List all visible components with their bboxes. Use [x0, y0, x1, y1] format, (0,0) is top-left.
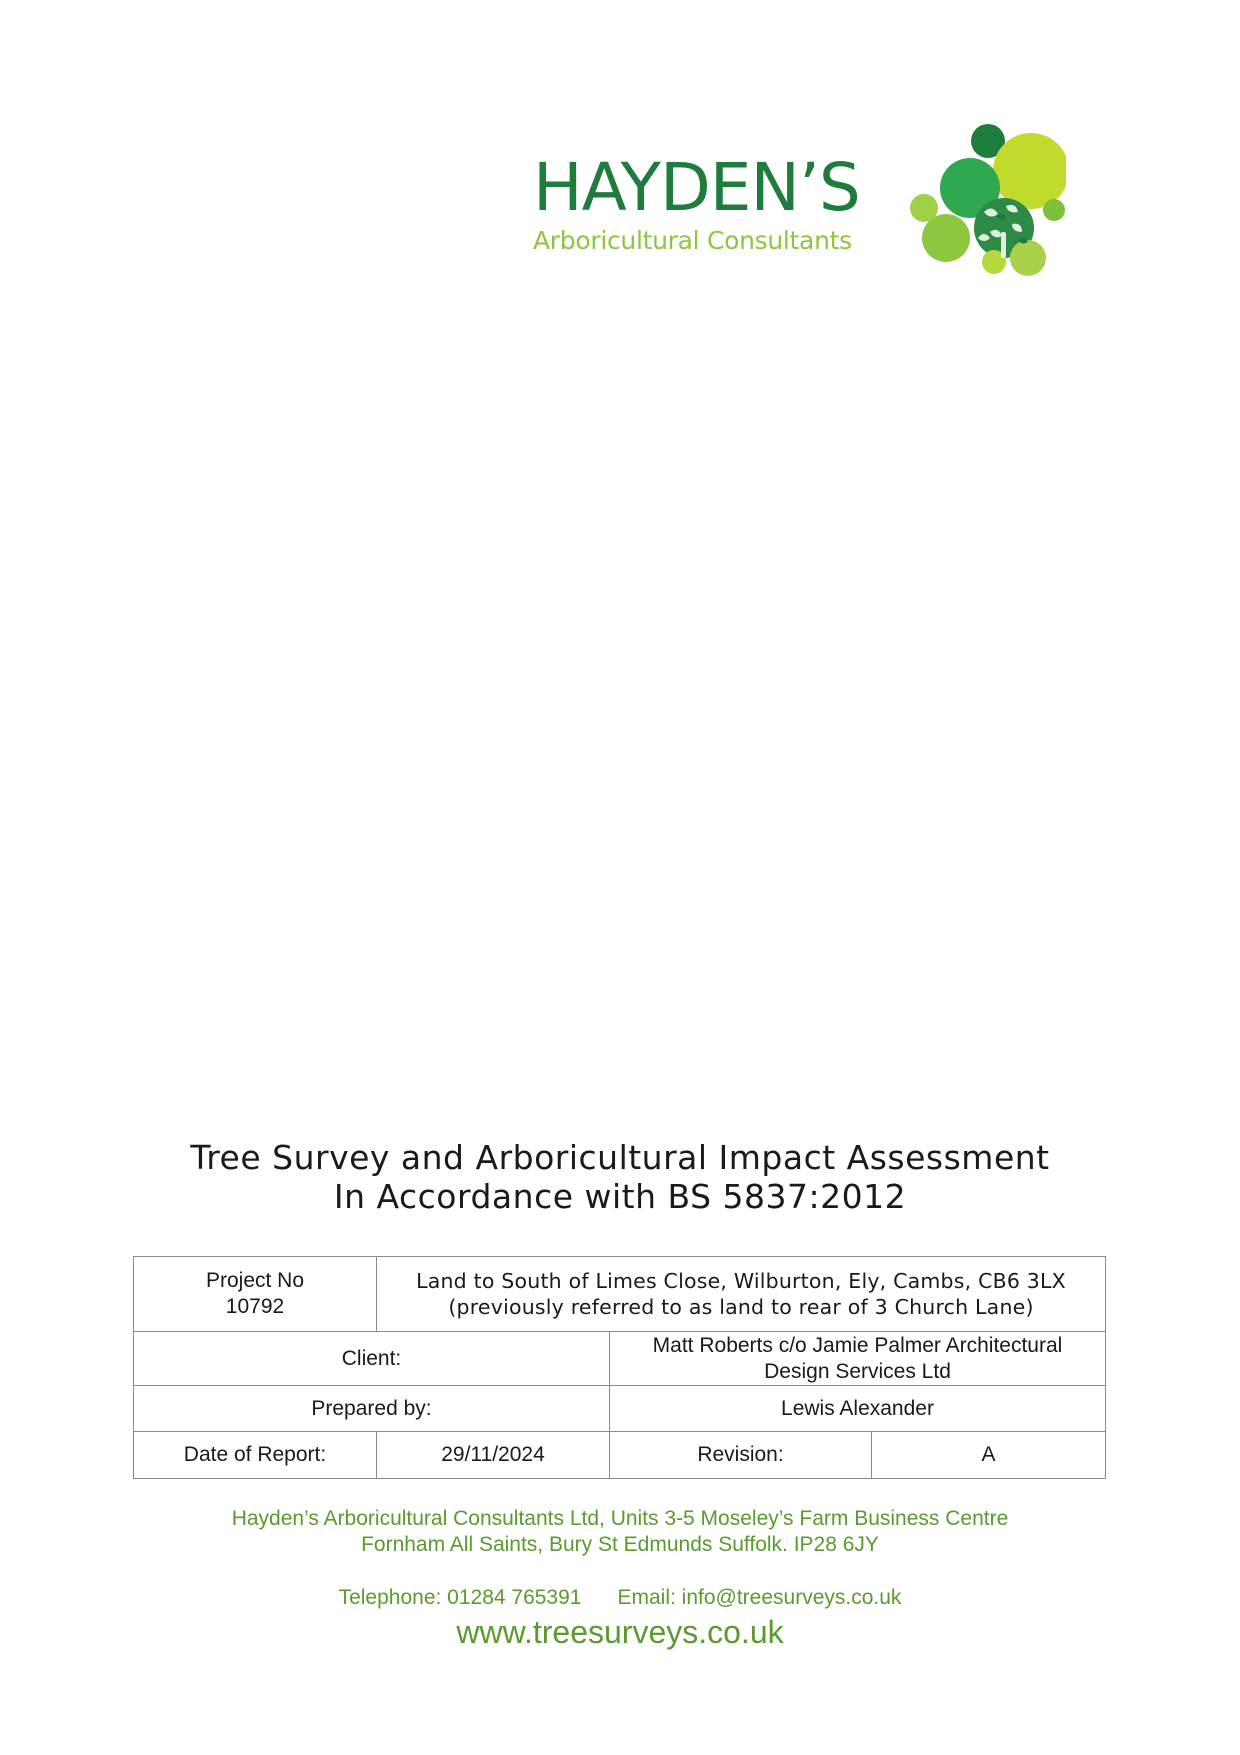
- company-tagline: Arboricultural Consultants: [533, 226, 852, 255]
- logo-circle-bottom-right: [1010, 240, 1046, 276]
- logo-circle-bottom-left: [922, 214, 970, 262]
- company-name: HAYDEN’S: [533, 149, 860, 226]
- email-text: Email: info@treesurveys.co.uk: [617, 1586, 902, 1609]
- site-address-line-2: (previously referred to as land to rear of 3 Church Lane): [448, 1295, 1034, 1319]
- company-address: [100, 1506, 1140, 1558]
- report-title-line-2: In Accordance with BS 5837:2012: [333, 1177, 907, 1216]
- table-row-client: [134, 1332, 1106, 1386]
- project-number-cell: [134, 1257, 377, 1332]
- site-address-cell: [377, 1257, 1106, 1332]
- report-title: [120, 1138, 1120, 1216]
- tree-circles-logo-icon: [906, 120, 1066, 280]
- table-row-prepared-by: [134, 1386, 1106, 1432]
- report-title-line-1: Tree Survey and Arboricultural Impact Assessment: [190, 1138, 1050, 1177]
- company-address-line-1: Hayden’s Arboricultural Consultants Ltd, Units 3-5 Moseley’s Farm Business Centre: [231, 1507, 1009, 1530]
- company-contact: [100, 1585, 1140, 1611]
- project-number-value: 10792: [225, 1295, 285, 1318]
- telephone-text: Telephone: 01284 765391: [338, 1586, 582, 1609]
- company-address-line-2: Fornham All Saints, Bury St Edmunds Suffolk. IP28 6JY: [361, 1533, 879, 1556]
- date-of-report-value: 29/11/2024: [377, 1432, 610, 1479]
- report-details-table: [133, 1256, 1106, 1479]
- client-value-line-1: Matt Roberts c/o Jamie Palmer Architectural: [652, 1333, 1063, 1357]
- logo-circle-lime-large: [993, 133, 1066, 209]
- prepared-by-value: Lewis Alexander: [610, 1386, 1106, 1432]
- project-number-label: Project No: [205, 1269, 305, 1292]
- company-logo-wordmark: [533, 149, 888, 255]
- client-value-cell: [610, 1332, 1106, 1386]
- website-text: www.treesurveys.co.uk: [456, 1614, 784, 1650]
- table-row-project: [134, 1257, 1106, 1332]
- logo-circle-small-right: [1043, 199, 1065, 221]
- revision-value: A: [872, 1432, 1106, 1479]
- table-row-date-revision: [134, 1432, 1106, 1479]
- prepared-by-label: Prepared by:: [134, 1386, 610, 1432]
- revision-label: Revision:: [610, 1432, 872, 1479]
- client-value-line-2: Design Services Ltd: [764, 1359, 951, 1383]
- client-label: Client:: [134, 1332, 610, 1386]
- date-of-report-label: Date of Report:: [134, 1432, 377, 1479]
- site-address-line-1: Land to South of Limes Close, Wilburton, Ely, Cambs, CB6 3LX: [416, 1269, 1066, 1293]
